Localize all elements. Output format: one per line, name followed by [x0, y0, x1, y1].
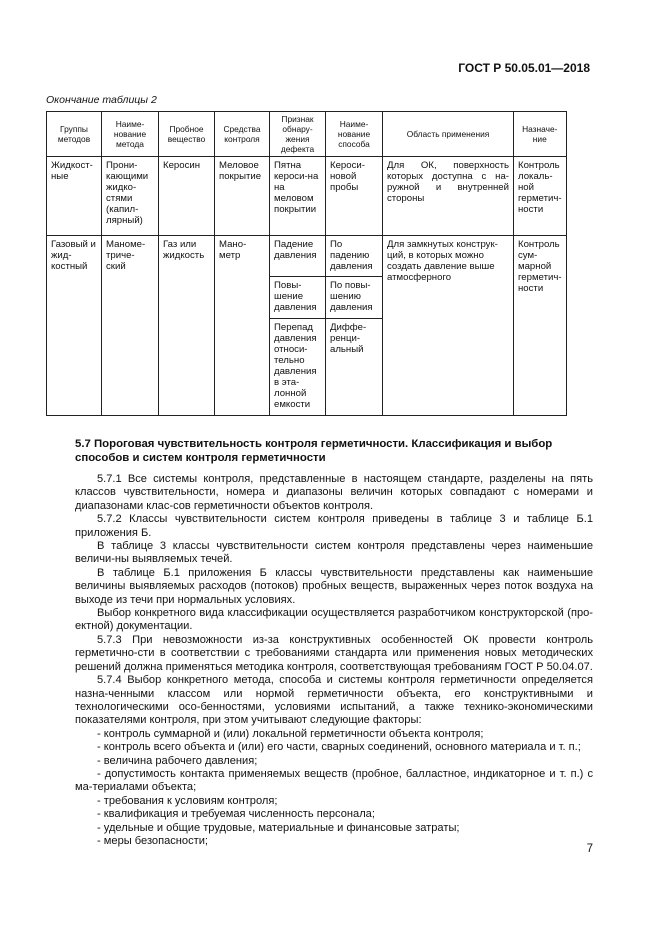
table-subcell: Повы-шение давления	[270, 277, 325, 319]
table-subcell: Падение давления	[270, 236, 325, 277]
table-row	[47, 236, 567, 416]
section-heading: 5.7 Пороговая чувствительность контроля герметичности. Классификация и выбор способов и систем контроля герметичности	[75, 438, 553, 464]
column-header: Средства контроля	[215, 112, 270, 157]
list-item: - допустимость контакта применяемых веществ (пробное, балластное, индикаторное и т. п.) с ма-териалами объекта;	[75, 767, 593, 794]
table-cell: Контроль локаль-ной герметич-ности	[514, 157, 567, 236]
page-number: 7	[586, 843, 593, 855]
table-cell: Меловое покрытие	[215, 157, 270, 236]
section-body	[75, 473, 593, 848]
list-item: - контроль всего объекта и (или) его части, сварных соединений, основного материала и т. п.;	[97, 741, 581, 754]
table-subcell: По повы-шению давления	[326, 277, 382, 319]
table-cell: Газовый и жид-костный	[47, 236, 102, 416]
table-cell: Пятна кероси-на на меловом покрытии	[270, 157, 326, 236]
list-item: - меры безопасности;	[97, 834, 209, 847]
paragraph: В таблице 3 классы чувствительности систем контроля представлены через наименьшие величи-ны выявляемых течей.	[75, 540, 593, 566]
table-subcell: Перепад давления относи-тельно давления в эта-лонной емкости	[274, 322, 317, 410]
table-header-row	[47, 112, 567, 157]
list-item: - контроль суммарной и (или) локальной герметичности объекта контроля;	[97, 727, 484, 740]
table-cell: Прони-кающими жидко-стями (капил-лярный)	[102, 157, 159, 236]
table-cell: Мано-метр	[215, 236, 270, 416]
table-row	[47, 157, 567, 236]
table-cell: Для замкнутых конструк-ций, в которых можно создать давление выше атмосферного	[383, 236, 514, 416]
column-header: Группы методов	[47, 112, 102, 157]
column-header: Признак обнару-жения дефекта	[270, 112, 326, 157]
standard-designation: ГОСТ Р 50.05.01—2018	[458, 61, 590, 75]
list-item: - удельные и общие трудовые, материальные и финансовые затраты;	[97, 821, 460, 834]
table-cell-group	[270, 236, 326, 416]
column-header: Пробное вещество	[159, 112, 215, 157]
table-cell: Маноме-триче-ский	[102, 236, 159, 416]
table-cell: Керосин	[159, 157, 215, 236]
column-header: Наиме-нование способа	[326, 112, 383, 157]
list-item: - требования к условиям контроля;	[97, 794, 278, 807]
paragraph: 5.7.4 Выбор конкретного метода, способа и системы контроля герметичности определяется назна-ченными классом или нормой герметичности объекта, его конструктивными и технологическими осо-бенностями, условиями испытаний, а также технико-экономическими показателями контроля, при этом учитывают следующие факторы:	[75, 674, 593, 727]
column-header: Область применения	[383, 112, 514, 157]
column-header: Назначе-ние	[514, 112, 567, 157]
paragraph: В таблице Б.1 приложения Б классы чувствительности представлены как наименьшие величины выявляемых расходов (потоков) пробных веществ, выраженных через поток воздуха на выходе из течи при нормальных условиях.	[75, 566, 593, 606]
methods-table	[46, 111, 567, 416]
table-subcell: По падению давления	[326, 236, 382, 277]
table-subcell: Диффе-ренци-альный	[330, 322, 367, 355]
paragraph: Выбор конкретного вида классификации осуществляется разработчиком конструкторской (про-ектной) документации.	[75, 607, 593, 633]
list-item: - величина рабочего давления;	[97, 754, 258, 767]
table-cell: Кероси-новой пробы	[326, 157, 383, 236]
table-cell: Для ОК, поверхность которых доступна с на-ружной и внутренней стороны	[383, 157, 514, 236]
list-item: - квалификация и требуемая численность персонала;	[97, 808, 375, 821]
table-cell: Жидкост-ные	[47, 157, 102, 236]
table-caption: Окончание таблицы 2	[46, 94, 157, 106]
paragraph: 5.7.3 При невозможности из-за конструктивных особенностей ОК провести контроль герметично-сти в соответствии с требованиями стандарта или применения новых методических решений должна применяться методика контроля, соответствующая требованиям ГОСТ Р 50.04.07.	[75, 633, 593, 673]
column-header: Наиме-нование метода	[102, 112, 159, 157]
table-cell: Газ или жидкость	[159, 236, 215, 416]
table-cell: Контроль сум-марной герметич-ности	[514, 236, 567, 416]
paragraph: 5.7.1 Все системы контроля, представленные в настоящем стандарте, разделены на пять классов чувствительности, номера и диапазоны величин которых совпадают с номерами и диапазонами клас-сов герметичности объектов контроля.	[75, 473, 593, 512]
table-cell-group	[326, 236, 383, 416]
paragraph: 5.7.2 Классы чувствительности систем контроля приведены в таблице 3 и таблице Б.1 приложения Б.	[75, 513, 593, 539]
